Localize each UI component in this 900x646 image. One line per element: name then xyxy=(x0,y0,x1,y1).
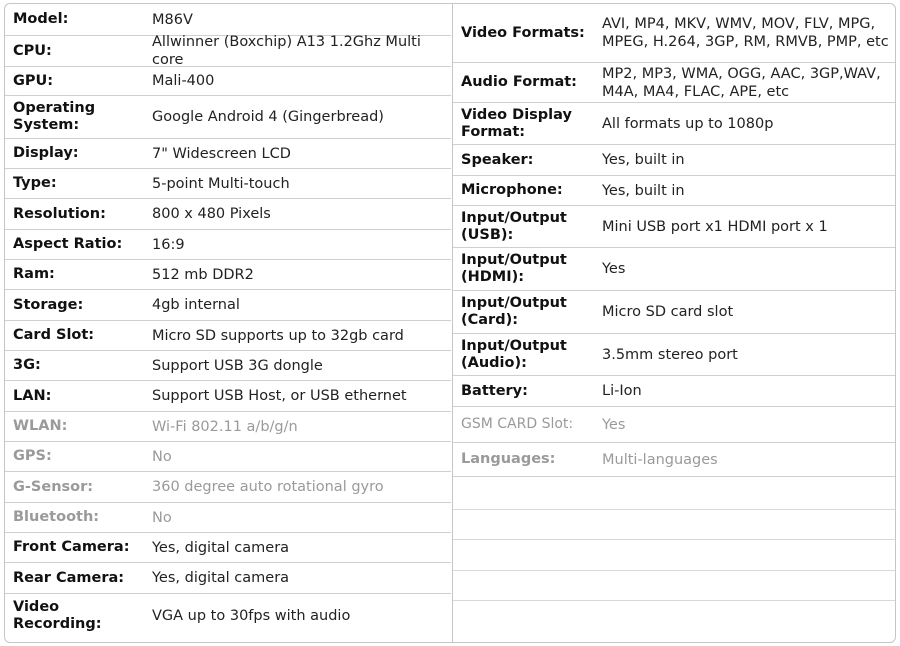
spec-row-bluetooth xyxy=(5,503,451,533)
spec-label: Resolution: xyxy=(13,205,106,222)
spec-value: Yes, built in xyxy=(602,152,685,168)
spec-value: 4gb internal xyxy=(152,297,240,313)
spec-value: 800 x 480 Pixels xyxy=(152,206,271,222)
spec-label: Storage: xyxy=(13,296,84,313)
spec-label: Operating System: xyxy=(13,100,96,133)
spec-value: M86V xyxy=(152,11,193,28)
spec-value: 16:9 xyxy=(152,236,185,253)
spec-label: Rear Camera: xyxy=(13,569,125,586)
spec-row-front-camera xyxy=(5,533,451,563)
spec-label: Aspect Ratio: xyxy=(13,236,123,252)
spec-row-aspect-ratio xyxy=(5,230,451,260)
empty-row xyxy=(453,540,896,571)
spec-value: 3.5mm stereo port xyxy=(602,346,738,363)
spec-value: Yes, digital camera xyxy=(152,570,290,586)
spec-row-video-recording xyxy=(5,594,451,637)
spec-label: GPS: xyxy=(13,448,52,464)
spec-row-model xyxy=(5,4,451,36)
spec-row-resolution xyxy=(5,199,451,230)
spec-label: GSM CARD Slot: xyxy=(461,416,574,432)
spec-row-languages xyxy=(453,443,896,477)
spec-row-battery xyxy=(453,376,896,407)
spec-row-ram xyxy=(5,260,451,290)
spec-label: Bluetooth: xyxy=(13,509,100,525)
left-spec-column xyxy=(5,4,451,637)
spec-value: Support USB Host, or USB ethernet xyxy=(152,388,407,404)
spec-value: AVI, MP4, MKV, WMV, MOV, FLV, MPG, MPEG, H.264, 3GP, RM, RMVB, PMP, etc xyxy=(602,16,889,50)
spec-row-io-hdmi xyxy=(453,248,896,291)
spec-value: Micro SD card slot xyxy=(602,304,734,320)
spec-value: No xyxy=(152,509,172,526)
spec-row-card-slot xyxy=(5,321,451,351)
spec-value: 5-point Multi-touch xyxy=(152,175,290,192)
spec-value: Mini USB port x1 HDMI port x 1 xyxy=(602,218,828,235)
spec-row-wlan xyxy=(5,412,451,442)
empty-row xyxy=(453,510,896,540)
spec-value: 360 degree auto rotational gyro xyxy=(152,479,384,495)
spec-label: Input/Output (Audio): xyxy=(461,337,567,371)
empty-row xyxy=(453,477,896,510)
spec-row-gsm-card-slot xyxy=(453,407,896,443)
spec-label: WLAN: xyxy=(13,418,68,434)
spec-label: GPU: xyxy=(13,72,54,89)
spec-value: VGA up to 30fps with audio xyxy=(152,607,351,624)
spec-label: Model: xyxy=(13,11,69,27)
spec-value: No xyxy=(152,448,172,465)
spec-label: Input/Output (Card): xyxy=(461,295,567,328)
spec-label: Input/Output (HDMI): xyxy=(461,252,567,285)
spec-label: LAN: xyxy=(13,387,52,404)
spec-row-cpu xyxy=(5,36,451,67)
spec-value: MP2, MP3, WMA, OGG, AAC, 3GP,WAV, M4A, MA4, FLAC, APE, etc xyxy=(602,65,881,100)
spec-value: 512 mb DDR2 xyxy=(152,266,254,283)
spec-label: Input/Output (USB): xyxy=(461,209,567,243)
spec-label: Video Recording: xyxy=(13,598,102,632)
spec-value: Yes, digital camera xyxy=(152,539,290,556)
spec-row-g-sensor xyxy=(5,472,451,503)
spec-value: Multi-languages xyxy=(602,451,718,468)
spec-row-lan xyxy=(5,381,451,412)
spec-label: Ram: xyxy=(13,266,55,282)
empty-row xyxy=(453,571,896,601)
spec-label: Languages: xyxy=(461,451,556,467)
spec-row-video-display-format xyxy=(453,103,896,145)
spec-label: Battery: xyxy=(461,382,528,399)
spec-table xyxy=(4,3,896,643)
spec-row-gpu xyxy=(5,67,451,96)
spec-row-display xyxy=(5,139,451,169)
spec-label: Front Camera: xyxy=(13,539,130,555)
spec-label: Display: xyxy=(13,145,79,161)
spec-value: Google Android 4 (Gingerbread) xyxy=(152,109,384,125)
spec-label: 3G: xyxy=(13,357,41,373)
spec-label: Microphone: xyxy=(461,182,563,198)
spec-value: Yes xyxy=(602,416,626,433)
spec-row-3g xyxy=(5,351,451,381)
spec-value: Allwinner (Boxchip) A13 1.2Ghz Multi core xyxy=(152,34,421,68)
spec-row-video-formats xyxy=(453,4,896,63)
spec-value: Yes xyxy=(602,261,626,277)
spec-row-speaker xyxy=(453,145,896,176)
spec-label: CPU: xyxy=(13,42,52,59)
spec-value: Mali-400 xyxy=(152,73,215,89)
spec-label: Video Formats: xyxy=(461,24,585,41)
spec-row-gps xyxy=(5,442,451,472)
spec-label: Audio Format: xyxy=(461,74,577,90)
spec-label: G-Sensor: xyxy=(13,478,94,495)
spec-row-audio-format xyxy=(453,63,896,103)
spec-row-os xyxy=(5,96,451,139)
spec-row-microphone xyxy=(453,176,896,206)
spec-row-io-card xyxy=(453,291,896,334)
spec-row-io-usb xyxy=(453,206,896,248)
spec-value: Micro SD supports up to 32gb card xyxy=(152,327,404,344)
spec-value: Li-Ion xyxy=(602,383,642,399)
spec-value: All formats up to 1080p xyxy=(602,115,774,132)
spec-value: 7" Widescreen LCD xyxy=(152,145,291,162)
spec-value: Support USB 3G dongle xyxy=(152,357,323,374)
spec-value: Wi-Fi 802.11 a/b/g/n xyxy=(152,418,298,435)
empty-row xyxy=(453,601,896,632)
right-spec-column xyxy=(452,4,896,643)
spec-row-storage xyxy=(5,290,451,321)
spec-label: Speaker: xyxy=(461,151,534,168)
spec-label: Type: xyxy=(13,175,57,191)
spec-label: Video Display Format: xyxy=(461,106,572,140)
spec-row-io-audio xyxy=(453,334,896,376)
spec-row-type xyxy=(5,169,451,199)
spec-value: Yes, built in xyxy=(602,182,685,199)
spec-row-rear-camera xyxy=(5,563,451,594)
spec-label: Card Slot: xyxy=(13,327,95,343)
